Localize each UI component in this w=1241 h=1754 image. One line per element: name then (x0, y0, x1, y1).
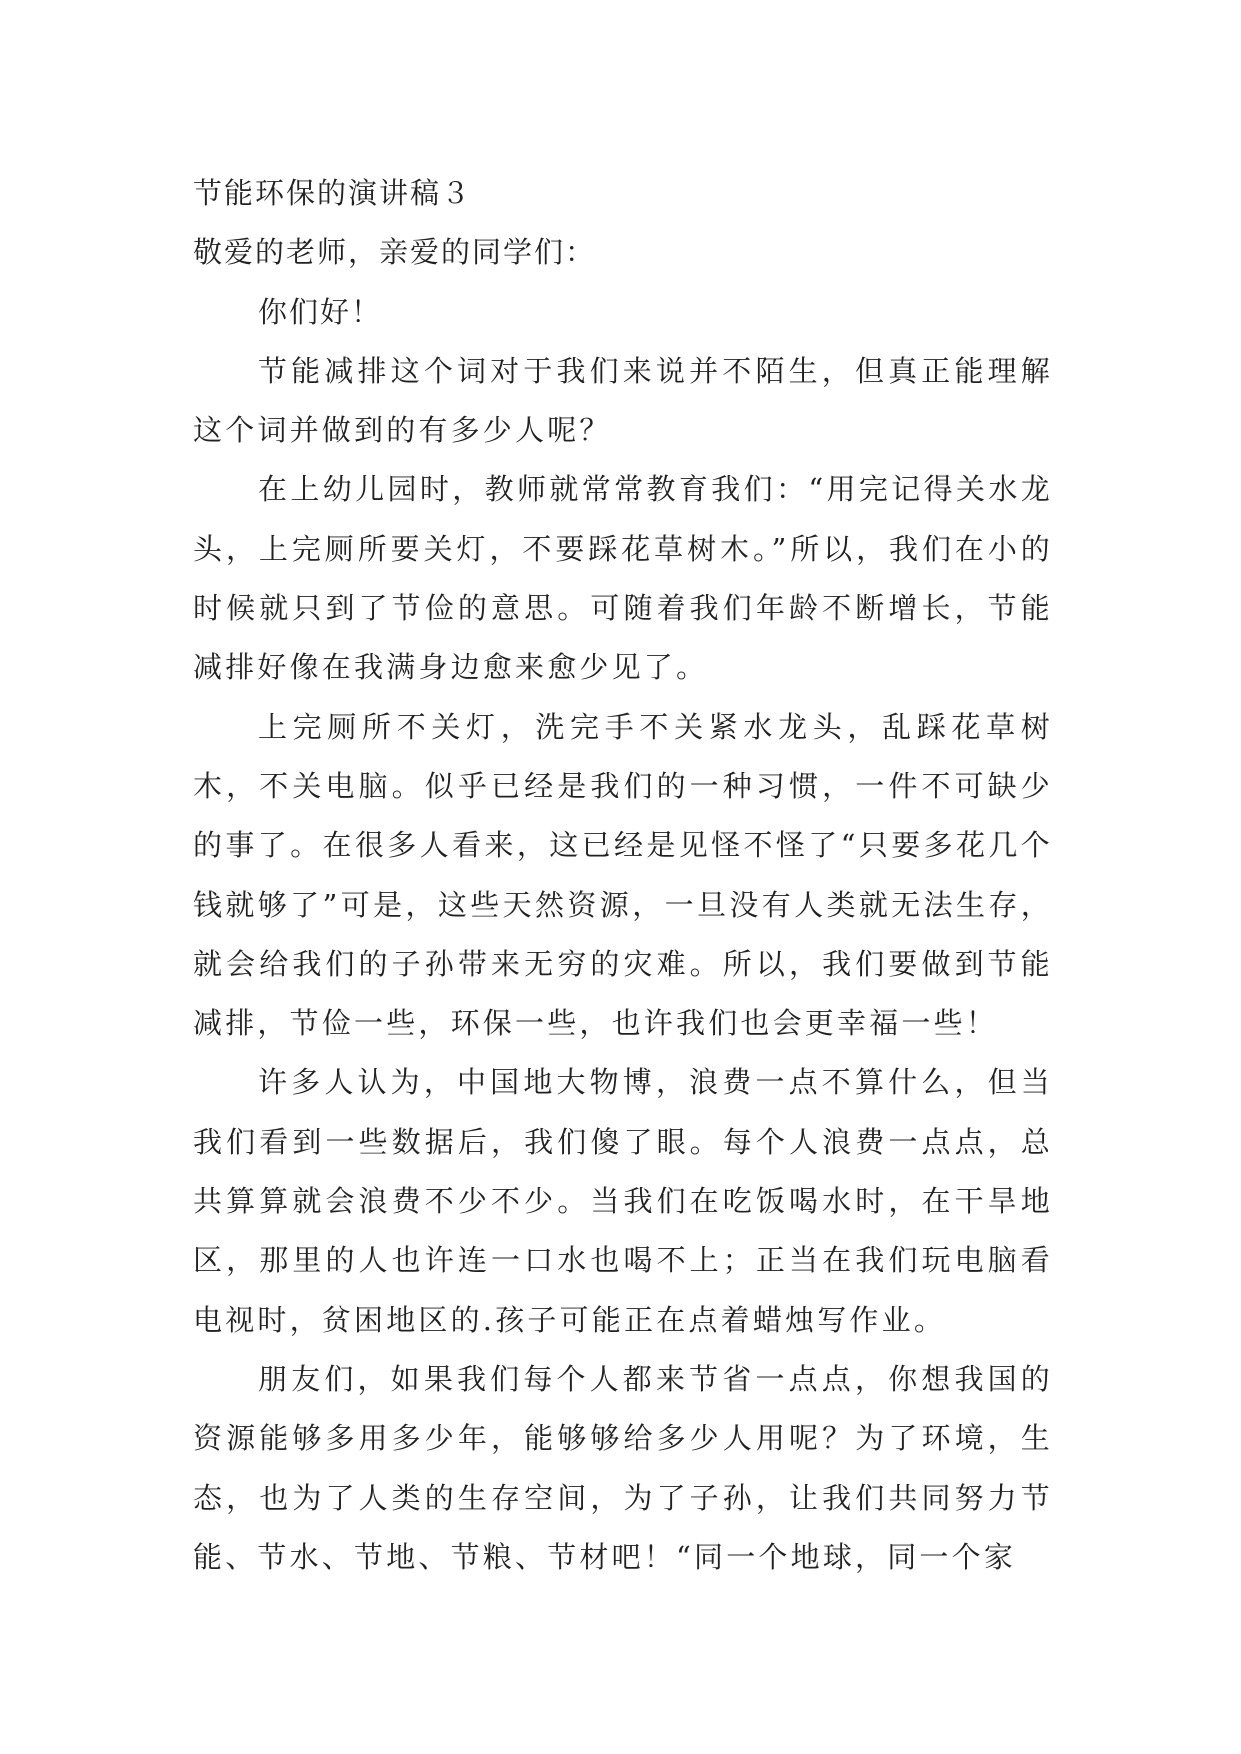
greeting: 你们好！ (258, 294, 383, 329)
document-body (193, 164, 1053, 1587)
paragraph: 许多人认为，中国地大物博，浪费一点不算什么，但当我们看到一些数据后，我们傻了眼。每个人浪费一点点，总共算算就会浪费不少不少。当我们在吃饭喝水时，在干旱地区，那里的人也许连一口水也喝不上；正当在我们玩电脑看电视时，贫困地区的.孩子可能正在点着蜡烛写作业。 (193, 1065, 1053, 1337)
paragraph: 上完厕所不关灯，洗完手不关紧水龙头，乱踩花草树木，不关电脑。似乎已经是我们的一种习惯，一件不可缺少的事了。在很多人看来，这已经是见怪不怪了“只要多花几个钱就够了”可是，这些天然资源，一旦没有人类就无法生存，就会给我们的子孙带来无穷的灾难。所以，我们要做到节能减排，节俭一些，环保一些，也许我们也会更幸福一些！ (193, 709, 1053, 1041)
salutation: 敬爱的老师，亲爱的同学们： (193, 235, 597, 270)
document-title: 节能环保的演讲稿３ (193, 176, 473, 210)
paragraph: 朋友们，如果我们每个人都来节省一点点，你想我国的资源能够多用多少年，能够够给多少人用呢？为了环境，生态，也为了人类的生存空间，为了子孙，让我们共同努力节能、节水、节地、节粮、节材吧！“同一个地球，同一个家 (193, 1361, 1053, 1574)
paragraph: 在上幼儿园时，教师就常常教育我们：“用完记得关水龙头，上完厕所要关灯，不要踩花草树木。”所以，我们在小的时候就只到了节俭的意思。可随着我们年龄不断增长，节能减排好像在我满身边愈来愈少见了。 (193, 472, 1053, 685)
paragraph: 节能减排这个词对于我们来说并不陌生，但真正能理解这个词并做到的有多少人呢？ (193, 353, 1053, 448)
